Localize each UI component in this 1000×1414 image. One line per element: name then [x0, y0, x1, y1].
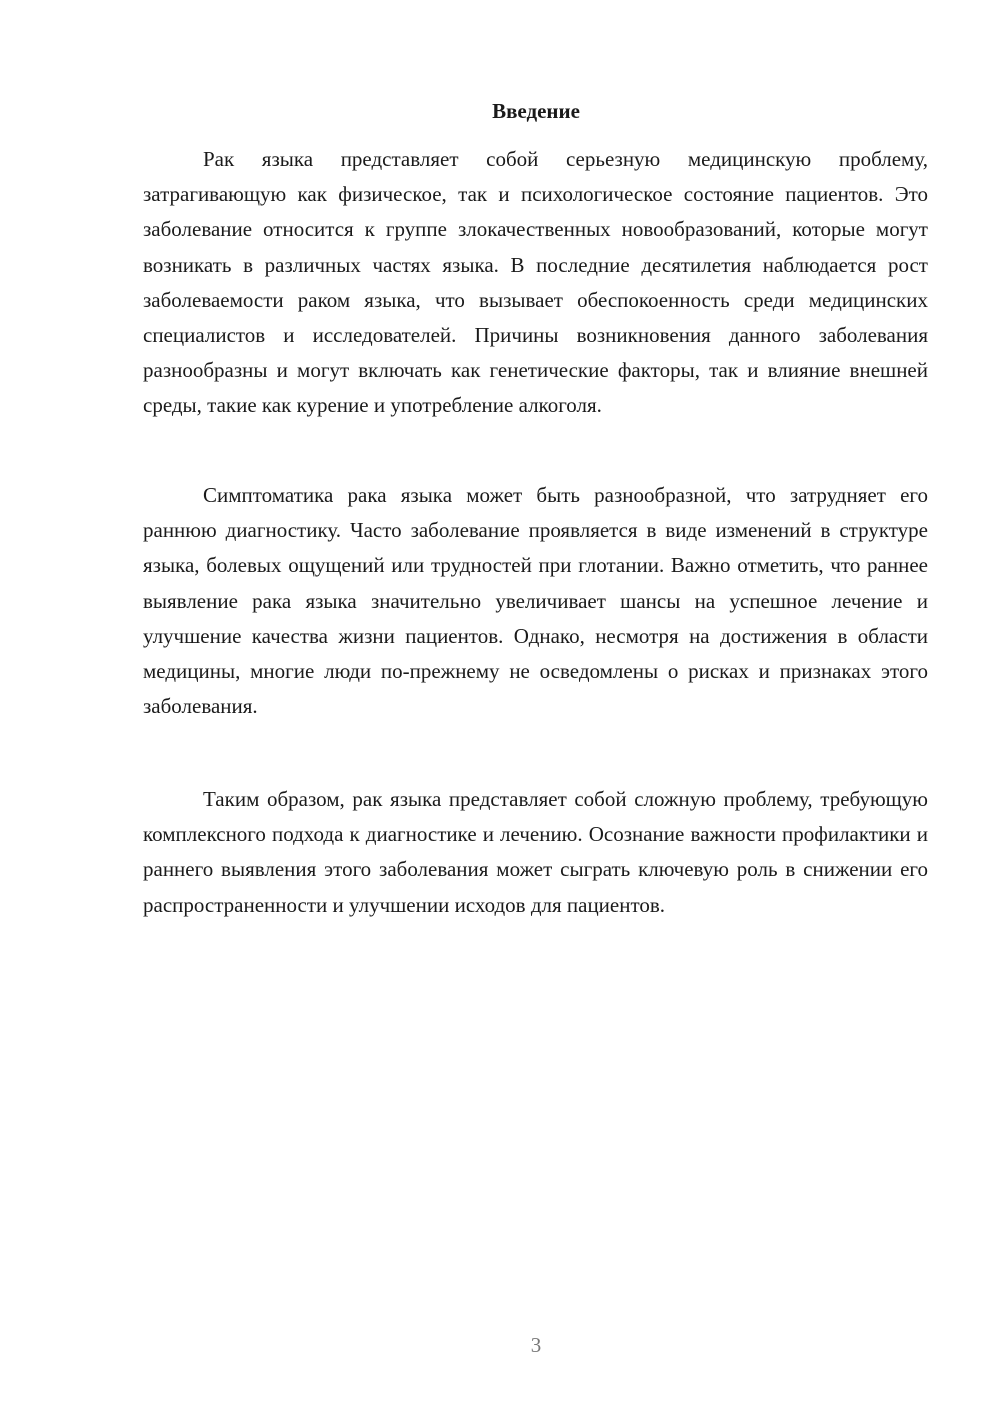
paragraph-3: Таким образом, рак языка представляет собой сложную проблему, требующую комплексного подхода к диагностике и лечению. Осознание важности профилактики и раннего выявления этого заболевания может сыграть ключевую роль в снижении его распространенности и улучшении исходов для пациентов. — [143, 787, 928, 917]
page-number: 3 — [530, 1333, 542, 1357]
paragraph-1: Рак языка представляет собой серьезную медицинскую проблему, затрагивающую как физическое, так и психологическое состояние пациентов. Это заболевание относится к группе злокачественных новообразований, которые могут возникать в различных частях языка. В последние десятилетия наблюдается рост заболеваемости раком языка, что вызывает обеспокоенность среди медицинских специалистов и исследователей. Причины возникновения данного заболевания разнообразны и могут включать как генетические факторы, так и влияние внешней среды, такие как курение и употребление алкоголя. — [143, 147, 928, 418]
page-title: Введение — [492, 99, 580, 123]
paragraph-2: Симптоматика рака языка может быть разнообразной, что затрудняет его раннюю диагностику. Часто заболевание проявляется в виде изменений в структуре языка, болевых ощущений или трудностей при глотании. Важно отметить, что раннее выявление рака языка значительно увеличивает шансы на успешное лечение и улучшение качества жизни пациентов. Однако, несмотря на достижения в области медицины, многие люди по-прежнему не осведомлены о рисках и признаках этого заболевания. — [143, 483, 928, 719]
